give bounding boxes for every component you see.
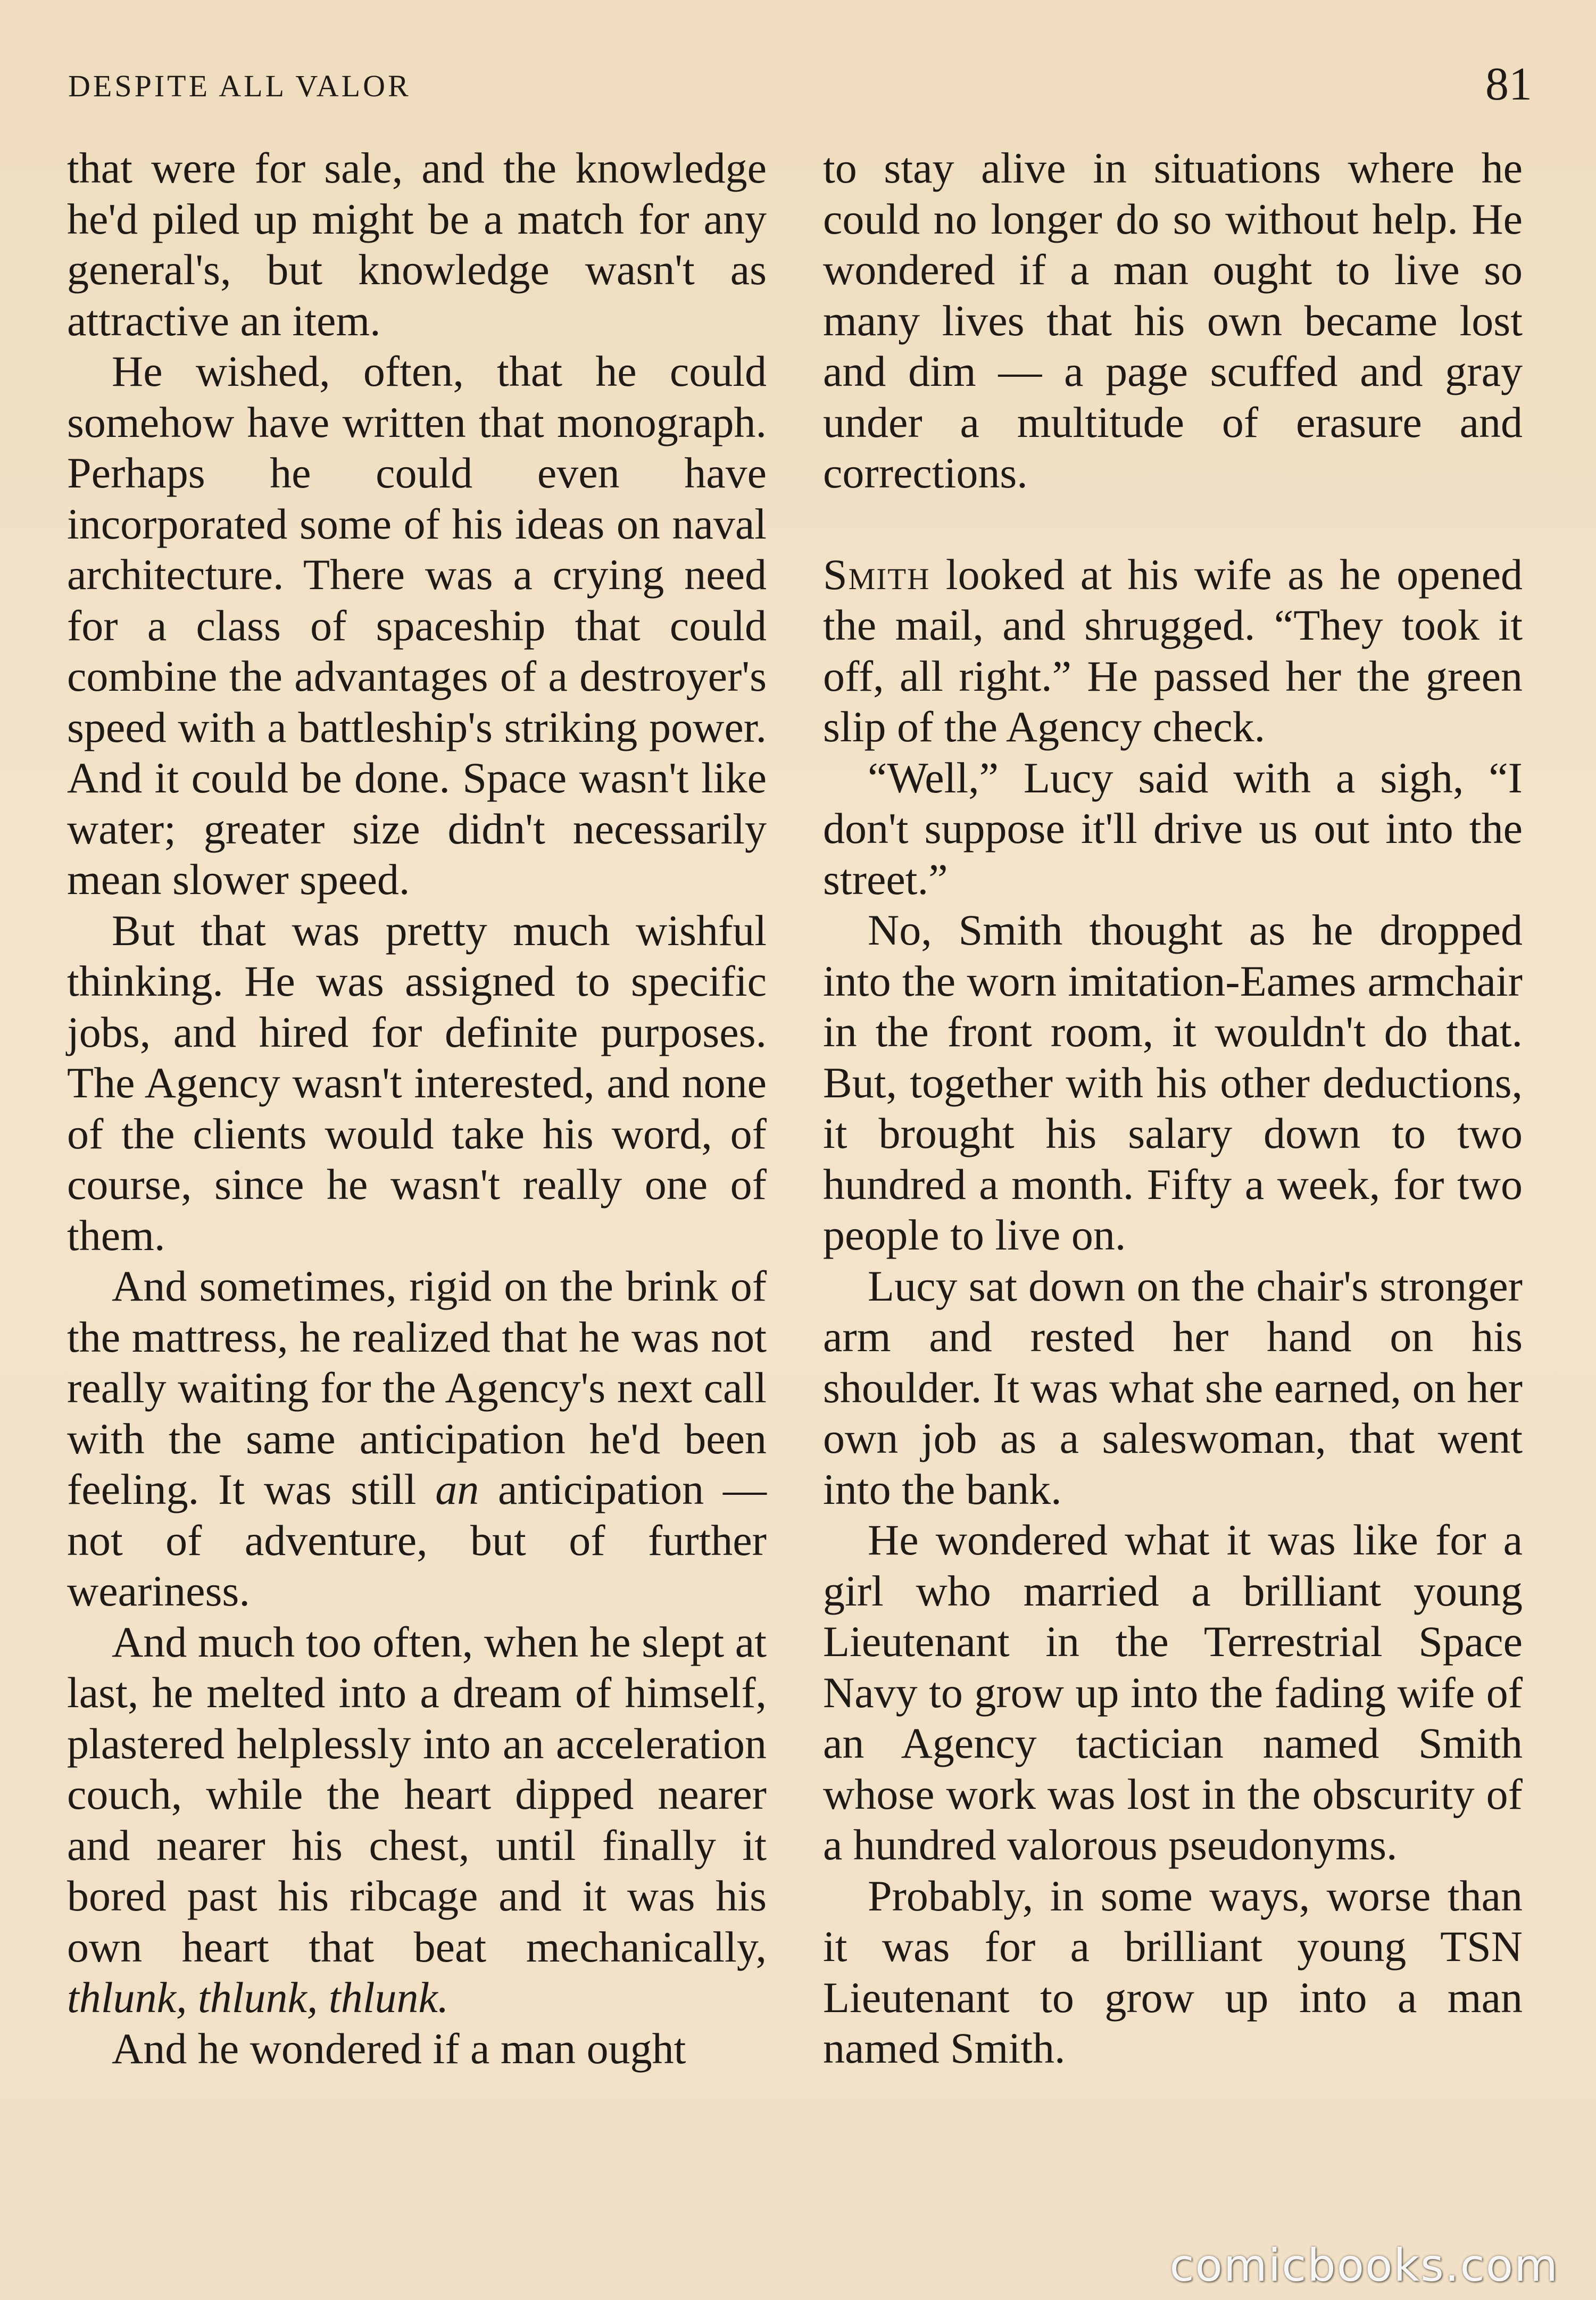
paragraph: No, Smith thought as he dropped into the worn imitation-Eames armchair in the front room, it wouldn't do that. But, together with his other deductions, it brought his salary down to two hundred a month. Fifty a week, for two people to live on. (823, 906, 1523, 1259)
paragraph (67, 1617, 767, 2023)
paragraph: And he wondered if a man ought (112, 2024, 686, 2073)
text-run: And much too often, when he slept at last, he melted into a dream of himself, plastered helplessly into an acceleration couch, while the heart dipped nearer and nearer his chest, until finally it bored past his ribcage and it was his own heart that beat mechanically, (67, 1617, 767, 1971)
paragraph: “Well,” Lucy said with a sigh, “I don't suppose it'll drive us out into the street.” (823, 753, 1523, 904)
emphasis-text: an (435, 1465, 479, 1513)
text-run: anticipation — not of adventure, but of further weariness. (67, 1465, 767, 1615)
paragraph (67, 1261, 767, 1617)
paragraph: But that was pretty much wishful thinking. He was assigned to specific jobs, and hired for definite purposes. The Agency wasn't interested, and none of the clients would take his word, of course, since he wasn't really one of them. (67, 906, 767, 1260)
paragraph: to stay alive in situations where he could no longer do so without help. He wondered if a man ought to live so many lives that his own became lost and dim — a page scuffed and gray under a multitude of erasure and corrections. (823, 144, 1523, 497)
right-column (823, 143, 1523, 2074)
paragraph: Lucy sat down on the chair's stronger arm and rested her hand on his shoulder. It was what she earned, on her own job as a saleswoman, that went into the bank. (823, 1261, 1523, 1513)
page-number: 81 (1485, 59, 1532, 110)
paragraph: He wondered what it was like for a girl who married a brilliant young Lieutenant in the Terrestrial Space Navy to grow up into the fading wife of an Agency tactician named Smith whose work was lost in the obscurity of a hundred valorous pseudonyms. (823, 1516, 1523, 1869)
paragraph: that were for sale, and the knowledge he'd piled up might be a match for any general's, but knowledge wasn't as attractive an item. (67, 144, 767, 345)
text-run: looked at his wife as he opened the mail, and shrugged. “They took it off, all right.” He passed her the green slip of the Agency check. (823, 550, 1523, 751)
running-head: DESPITE ALL VALOR (68, 69, 411, 103)
paragraph: He wished, often, that he could somehow have written that monograph. Perhaps he could even have incorporated some of his ideas on naval architecture. There was a crying need for a class of spaceship that could combine the advantages of a destroyer's speed with a battleship's striking power. And it could be done. Space wasn't like water; greater size didn't necessarily mean slower speed. (67, 347, 767, 904)
left-column (67, 143, 767, 2074)
paragraph (823, 549, 1523, 752)
small-caps-name: Smith (823, 550, 930, 599)
text-run: And sometimes, rigid on the brink of the mattress, he realized that he was not really waiting for the Agency's next call with the same anticipation he'd been feeling. It was still (67, 1262, 767, 1513)
paragraph: Probably, in some ways, worse than it was for a brilliant young TSN Lieutenant to grow up into a man named Smith. (823, 1871, 1523, 2072)
emphasis-text: thlunk, thlunk, thlunk. (67, 1973, 449, 2022)
watermark: comicbooks.com (1169, 2239, 1559, 2291)
